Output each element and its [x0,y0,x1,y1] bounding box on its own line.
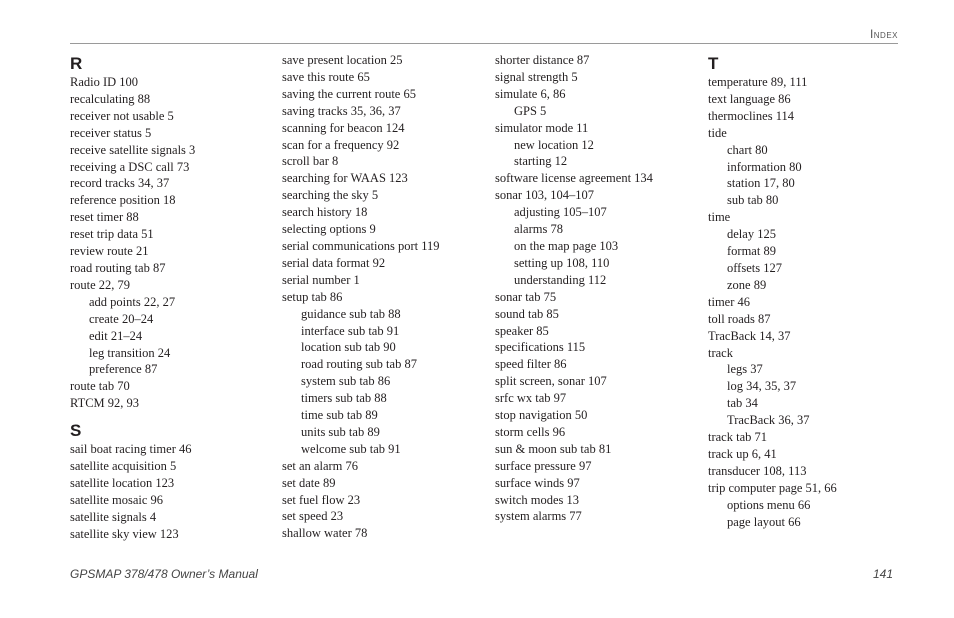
index-entry: shorter distance 87 [495,53,590,67]
index-entry: thermoclines 114 [708,108,794,123]
index-subentry: guidance sub tab 88 [301,306,401,321]
index-entry: recalculating 88 [70,91,151,106]
index-subentry: tab 34 [727,396,758,411]
index-subentry: options menu 66 [727,497,811,512]
index-entry: stop navigation 50 [495,408,588,423]
index-subentry: chart 80 [727,142,768,157]
index-subentry: location sub tab 90 [301,340,396,355]
index-subentry: starting 12 [514,154,568,169]
index-entry: toll roads 87 [708,311,771,326]
index-entry: serial data format 92 [282,255,386,270]
index-entry: save this route 65 [282,69,370,84]
index-entry: trip computer page 51, 66 [708,480,837,495]
index-subentry: GPS 5 [514,103,547,118]
index-column-3 [495,52,695,525]
index-subentry: setting up 108, 110 [514,255,610,270]
index-entry: tide [708,125,727,140]
index-subentry: station 17, 80 [727,176,795,191]
index-entry: satellite mosaic 96 [70,492,164,507]
index-entry: track [708,345,733,360]
index-entry: track tab 71 [708,430,768,445]
index-subentry: understanding 112 [514,272,607,287]
index-entry: reference position 18 [70,193,176,208]
index-entry: speaker 85 [495,323,549,338]
section-gap [70,412,270,419]
index-entry: switch modes 13 [495,492,580,507]
index-entry: srfc wx tab 97 [495,391,567,406]
index-entry: sonar 103, 104–107 [495,188,594,203]
index-entry: save present location 25 [282,53,403,67]
index-entry: search history 18 [282,205,368,220]
index-entry: surface pressure 97 [495,458,592,473]
index-entry: simulator mode 11 [495,120,589,135]
index-column-4 [708,52,908,530]
index-subentry: add points 22, 27 [89,294,176,309]
index-entry: reset timer 88 [70,210,139,225]
index-entry: sonar tab 75 [495,289,557,304]
index-entry: route 22, 79 [70,277,131,292]
index-subentry: system sub tab 86 [301,374,391,389]
index-entry: satellite signals 4 [70,509,157,524]
index-entry: receiving a DSC call 73 [70,159,190,174]
index-entry: satellite location 123 [70,475,175,490]
index-subentry: page layout 66 [727,514,801,529]
index-entry: saving the current route 65 [282,86,416,101]
index-entry: receive satellite signals 3 [70,142,196,157]
index-entry: software license agreement 134 [495,171,653,186]
index-subentry: zone 89 [727,277,767,292]
index-entry: route tab 70 [70,379,130,394]
index-entry: searching the sky 5 [282,188,379,203]
index-entry: track up 6, 41 [708,446,777,461]
index-entry: satellite sky view 123 [70,526,179,541]
index-subentry: delay 125 [727,227,776,242]
index-subentry: preference 87 [89,362,158,377]
section-header: Index [869,27,898,41]
header-rule [70,43,898,44]
index-entry: specifications 115 [495,340,586,355]
index-entry: timer 46 [708,294,751,309]
index-entry: TracBack 14, 37 [708,328,791,343]
index-entry: serial communications port 119 [282,238,440,253]
index-entry: set date 89 [282,475,336,490]
index-letter-heading: R [70,54,83,73]
index-subentry: units sub tab 89 [301,424,380,439]
index-entry: satellite acquisition 5 [70,459,177,474]
index-subentry: timers sub tab 88 [301,391,387,406]
index-entry: scroll bar 8 [282,154,339,169]
index-subentry: on the map page 103 [514,238,619,253]
index-entry: RTCM 92, 93 [70,396,140,411]
index-entry: scanning for beacon 124 [282,120,405,135]
index-entry: sound tab 85 [495,306,559,321]
index-entry: speed filter 86 [495,357,567,372]
index-subentry: information 80 [727,159,802,174]
index-entry: scan for a frequency 92 [282,137,400,152]
index-entry: signal strength 5 [495,69,578,84]
index-entry: shallow water 78 [282,526,368,541]
index-subentry: leg transition 24 [89,345,171,360]
index-entry: set fuel flow 23 [282,492,361,507]
index-subentry: adjusting 105–107 [514,205,607,220]
index-entry: set speed 23 [282,509,344,524]
index-entry: saving tracks 35, 36, 37 [282,103,401,118]
index-subentry: interface sub tab 91 [301,323,400,338]
index-entry: searching for WAAS 123 [282,171,408,186]
index-subentry: legs 37 [727,362,763,377]
index-entry: setup tab 86 [282,289,343,304]
index-entry: reset trip data 51 [70,227,154,242]
index-entry: system alarms 77 [495,509,582,524]
index-entry: sun & moon sub tab 81 [495,441,612,456]
index-entry: storm cells 96 [495,424,566,439]
index-subentry: road routing sub tab 87 [301,357,417,372]
index-subentry: alarms 78 [514,222,563,237]
index-entry: record tracks 34, 37 [70,176,170,191]
index-entry: selecting options 9 [282,222,376,237]
index-subentry: log 34, 35, 37 [727,379,797,394]
index-column-1 [70,52,270,543]
index-entry: transducer 108, 113 [708,463,807,478]
index-column-2 [282,52,482,542]
index-entry: time [708,210,731,225]
index-entry: review route 21 [70,244,149,259]
index-subentry: welcome sub tab 91 [301,441,401,456]
index-subentry: sub tab 80 [727,193,779,208]
index-entry: road routing tab 87 [70,260,166,275]
index-entry: temperature 89, 111 [708,75,808,89]
index-subentry: new location 12 [514,137,594,152]
index-entry: sail boat racing timer 46 [70,442,192,457]
index-subentry: format 89 [727,244,776,259]
index-entry: set an alarm 76 [282,458,359,473]
index-subentry: create 20–24 [89,311,154,326]
index-entry: receiver not usable 5 [70,108,174,123]
index-entry: simulate 6, 86 [495,86,566,101]
index-subentry: offsets 127 [727,260,782,275]
index-subentry: time sub tab 89 [301,408,378,423]
index-entry: text language 86 [708,91,791,106]
index-subentry: edit 21–24 [89,328,143,343]
index-entry: split screen, sonar 107 [495,374,607,389]
index-entry: Radio ID 100 [70,75,139,89]
page-number: 141 [872,567,893,581]
index-entry: serial number 1 [282,272,360,287]
index-letter-heading: T [708,54,719,73]
index-entry: surface winds 97 [495,475,580,490]
index-entry: receiver status 5 [70,125,152,140]
index-subentry: TracBack 36, 37 [727,413,810,428]
index-letter-heading: S [70,421,82,441]
manual-title: GPSMAP 378/478 Owner’s Manual [70,567,258,581]
